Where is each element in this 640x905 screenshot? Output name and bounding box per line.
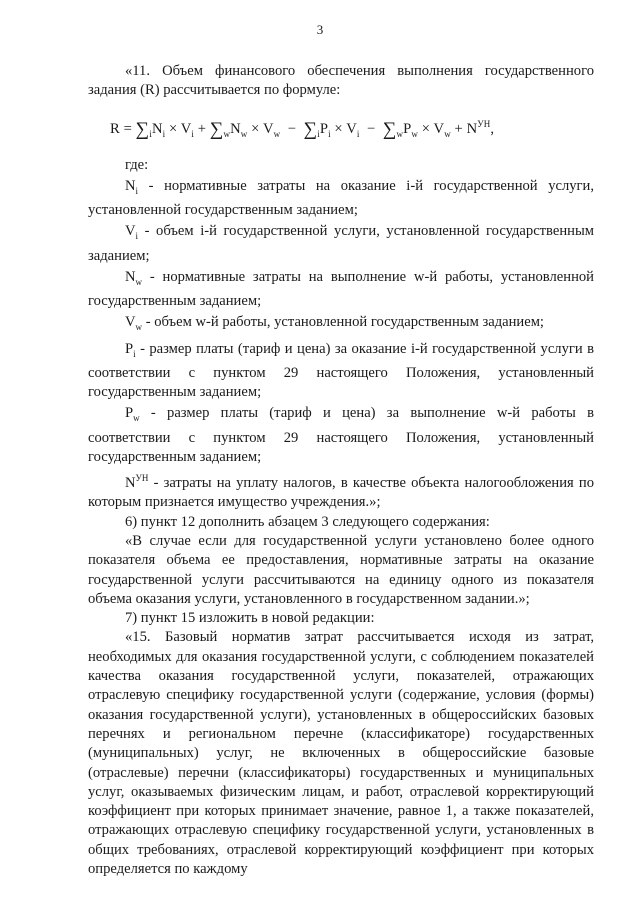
formula: $R = \sum_iN_i \times V_i + \sum_wN_w \times V_w - \sum_iP_i \times V_i - \sum_wP_w \times V_w + N^{УН}$, [110,118,495,140]
item-6-quote: «В случае если для государственной услуги установлено более одного показателя объема ее предоставления, нормативные затраты на оказание государственной услуги рассчитываются на единицу одного из показателя объема оказания услуги, установленного в государственном задании.»; [88,533,594,607]
where-label: где: [125,156,149,173]
item-7-quote: «15. Базовый норматив затрат рассчитывается исходя из затрат, необходимых для оказания государственной услуги, с соблюдением показателей качества оказания государственной услуги, показателей, отражающих отраслевую специфику государственной услуги (содержание, условия (формы) оказания государственной услуги), установленных в общероссийских базовых перечнях и региональном перечне (классификаторе) государственных (муниципальных) услуг, не включенных в общероссийские базовые (отраслевые) перечни (классификаторы) государственных и муниципальных услуг, оказываемых физическим лицам, и работ, отраслевой корректирующий коэффициент при которых принимает значение, равное 1, а также показателей, отражающих отраслевую специфику государственной услуги, установленных в общих требованиях, отраслевой корректирующий коэффициент при которых определяется по каждому [88,629,594,878]
item-6: 6) пункт 12 дополнить абзацем 3 следующего содержания: [125,513,490,530]
definition-pw: $P_w$ - размер платы (тариф и цена) за выполнение w-й работы в соответствии с пунктом 29 настоящего Положения, установленный государственным заданием; [88,405,594,465]
intro-paragraph: «11. Объем финансового обеспечения выполнения государственного задания (R) рассчитывается по формуле: [88,63,594,99]
document-body [88,62,594,879]
definition-pi: $P_i$ - размер платы (тариф и цена) за оказание i-й государственной услуги в соответствии с пунктом 29 настоящего Положения, установленный государственным заданием; [88,340,594,401]
definition-nun: $N^{УН}$ - затраты на уплату налогов, в качестве объекта налогообложения по которым признается имущество учреждения.»; [88,473,594,511]
definition-nw: $N_w$ - нормативные затраты на выполнение w-й работы, установленной государственным заданием; [88,268,594,310]
page-number: 3 [316,22,324,37]
definition-vw: $V_w$ - объем w-й работы, установленной государственным заданием; [125,314,544,333]
item-7: 7) пункт 15 изложить в новой редакции: [125,610,375,627]
definition-ni: $N_i$ - нормативные затраты на оказание i-й государственной услуги, установленной государственным заданием; [88,177,594,219]
definition-vi: $V_i$ - объем i-й государственной услуги, установленной государственным заданием; [88,223,594,264]
